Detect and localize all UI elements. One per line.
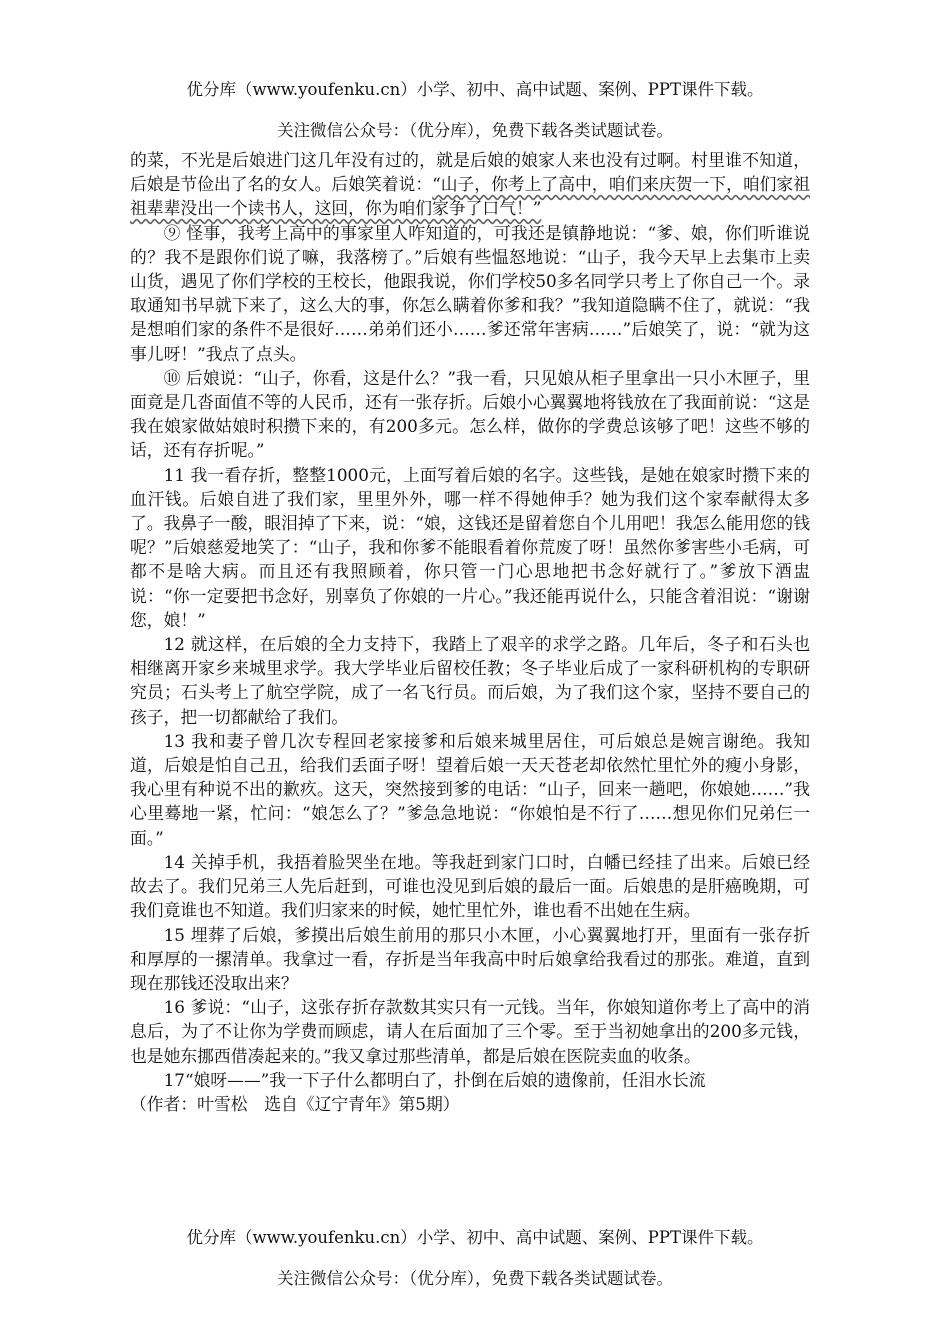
paragraph-13: 13 我和妻子曾几次专程回老家接爹和后娘来城里居住，可后娘总是婉言谢绝。我知道，后娘是怕自己丑，给我们丢面子呀！望着后娘一天天苍老却依然忙里忙外的瘦小身影，我心里有种说不出的歉疚。这天，突然接到爹的电话：“山子，回来一趟吧，你娘她……”我心里蓦地一紧，忙问：“娘怎么了？”爹急急地说：“你娘怕是不行了……想见你们兄弟仨一面。” (130, 730, 810, 848)
paragraph-10: ⑩ 后娘说：“山子，你看，这是什么？”我一看，只见娘从柜子里拿出一只小木匣子，里面竟是几沓面值不等的人民币，还有一张存折。后娘小心翼翼地将钱放在了我面前说：“这是我在娘家做姑娘时积攒下来的，有200多元。怎么样，做你的学费总该够了吧！这些不够的话，还有存折呢。” (130, 367, 810, 461)
paragraph-9: ⑨ 怪事，我考上高中的事家里人咋知道的，可我还是镇静地说：“爹、娘，你们听谁说的？我不是跟你们说了嘛，我落榜了。”后娘有些愠怒地说：“山子，我今天早上去集市上卖山货，遇见了你们学校的王校长，他跟我说，你们学校50多名同学只考上了你自己一个。录取通知书早就下来了，这么大的事，你怎么瞒着你爹和我？”我知道隐瞒不住了，就说：“我是想咱们家的条件不是很好……弟弟们还小……爹还常年害病……”后娘笑了，说：“就为这事儿呀！”我点了点头。 (130, 222, 810, 364)
header-line-2: 关注微信公众号：（优分库），免费下载各类试题试卷。 (277, 121, 673, 140)
paragraph-11: 11 我一看存折，整整1000元，上面写着后娘的名字。这些钱，是她在娘家时攒下来的血汗钱。后娘自进了我们家，里里外外，哪一样不得她伸手？她为我们这个家奉献得太多了。我鼻子一酸，眼泪掉了下来，说：“娘，这钱还是留着您自个儿用吧！我怎么能用您的钱呢？”后娘慈爱地笑了：“山子，我和你爹不能眼看着你荒废了呀！虽然你爹害些小毛病，可都不是啥大病。而且还有我照顾着，你只管一门心思地把书念好就行了。”爹放下酒盅说：“你一定要把书念好，别辜负了你娘的一片心。”我还能再说什么，只能含着泪说：“谢谢您，娘！” (130, 464, 810, 630)
paragraph-15: 15 埋葬了后娘，爹摸出后娘生前用的那只小木匣，小心翼翼地打开，里面有一张存折和厚厚的一摞清单。我拿过一看，存折是当年我高中时后娘拿给我看过的那张。难道，直到现在那钱还没取出来？ (130, 924, 810, 993)
byline: （作者：叶雪松 选自《辽宁青年》第5期） (130, 1093, 460, 1114)
footer-line-2: 关注微信公众号：（优分库），免费下载各类试题试卷。 (277, 1269, 673, 1288)
underlined-quote: “山子，你考上了高中，咱们来庆贺一下，咱们家祖祖辈辈没出一个读书人，这回，你为咱们家争了口气！” (130, 174, 810, 219)
paragraph-17: 17“娘呀——”我一下子什么都明白了，扑倒在后娘的遗像前，任泪水长流 (163, 1069, 706, 1090)
footer-line-1: 优分库（www.youfenku.cn）小学、初中、高中试题、案例、PPT课件下载。 (186, 1228, 764, 1247)
paragraph-16: 16 爹说：“山子，这张存折存款数其实只有一元钱。当年，你娘知道你考上了高中的消息后，为了不让你为学费而顾虑，请人在后面加了三个零。至于当初她拿出的200多元钱，也是她东挪西借凑起来的。”我又拿过那些清单，都是后娘在医院卖血的收条。 (130, 997, 810, 1066)
article-body (130, 148, 810, 1116)
paragraph-continued (130, 148, 810, 221)
paragraph-14: 14 关掉手机，我捂着脸哭坐在地。等我赶到家门口时，白幡已经挂了出来。后娘已经故去了。我们兄弟三人先后赶到，可谁也没见到后娘的最后一面。后娘患的是肝癌晚期，可我们竟谁也不知道。我们归家来的时候，她忙里忙外，谁也看不出她在生病。 (130, 851, 810, 921)
paragraph-continued-text: 的菜，不光是后娘进门这几年没有过的，就是后娘的娘家人来也没有过啊。村里谁不知道，后娘是节俭出了名的女人。后娘笑着说： (130, 150, 810, 195)
paragraph-12: 12 就这样，在后娘的全力支持下，我踏上了艰辛的求学之路。几年后，冬子和石头也相继离开家乡来城里求学。我大学毕业后留校任教；冬子毕业后成了一家科研机构的专职研究员；石头考上了航空学院，成了一名飞行员。而后娘，为了我们这个家，坚持不要自己的孩子，把一切都献给了我们。 (130, 634, 810, 727)
header-line-1: 优分库（www.youfenku.cn）小学、初中、高中试题、案例、PPT课件下载。 (186, 80, 764, 99)
